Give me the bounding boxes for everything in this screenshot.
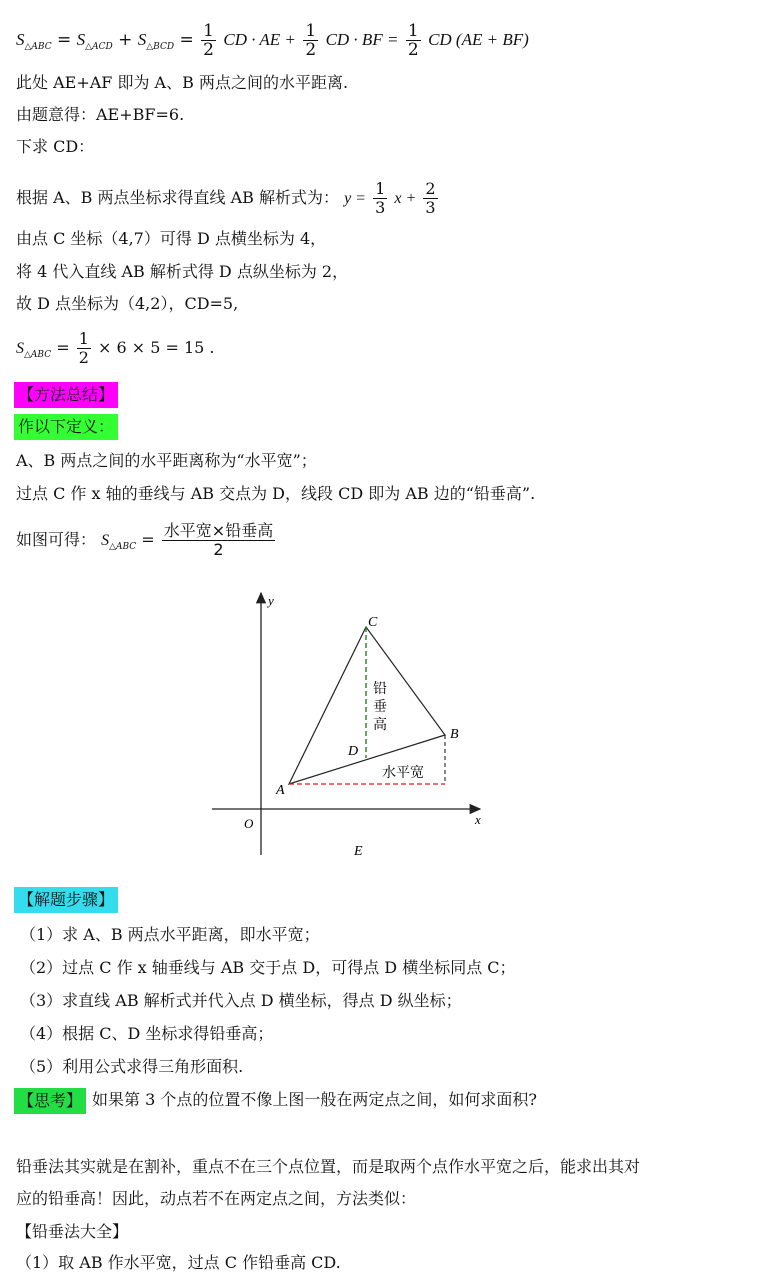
- formula-sub-acd: △ACD: [85, 42, 113, 52]
- fraction-half-1: $\frac{1}{2}$: [203, 21, 214, 60]
- formula-sub-abc: △ABC: [24, 42, 52, 52]
- label-e: E: [354, 844, 363, 859]
- label-x: x: [475, 812, 481, 827]
- steps-tag: 【解题步骤】: [14, 887, 118, 913]
- vertical-height-char-3: 高: [373, 717, 387, 733]
- formula-s3: S: [137, 30, 147, 49]
- area-s: S: [16, 340, 24, 357]
- definition-formula: [16, 522, 277, 559]
- formula-s: S: [16, 30, 25, 49]
- definition-formula-sub: △ABC: [109, 542, 137, 552]
- think-question: 如果第 3 个点的位置不像上图一般在两定点之间，如何求面积?: [92, 1090, 537, 1109]
- definition-formula-eq: =: [141, 530, 155, 549]
- label-c: C: [368, 615, 378, 630]
- formula-plus: +: [118, 30, 133, 50]
- formula-cd-ae: CD · AE +: [223, 30, 296, 49]
- vertical-height-char-1: 铅: [373, 681, 387, 697]
- text-line-1: 此处 AE+AF 即为 A、B 两点之间的水平距离.: [16, 73, 349, 92]
- formula-cd-bf: CD · BF =: [325, 30, 399, 49]
- definition-tag: 作以下定义：: [14, 414, 118, 440]
- fraction-half-2: $\frac{1}{2}$: [305, 21, 317, 60]
- area-formula: [16, 330, 215, 367]
- formula-sub-bcd: △BCD: [146, 42, 175, 52]
- step-4: （4）根据 C、D 坐标求得铅垂高；: [20, 1024, 274, 1043]
- area-fraction: $\frac{1}{2}$: [78, 329, 89, 367]
- label-d: D: [348, 744, 359, 759]
- fraction-two-thirds: $\frac{2}{3}$: [425, 179, 436, 217]
- text-line-4: [16, 180, 440, 217]
- area-sub: △ABC: [24, 350, 52, 360]
- fraction-one-third: $\frac{1}{3}$: [375, 179, 386, 217]
- step-2: （2）过点 C 作 x 轴垂线与 AB 交于点 D，可得点 D 横坐标同点 C；: [20, 958, 516, 977]
- definition-formula-s: S: [101, 532, 110, 549]
- paragraph-line-4: （1）取 AB 作水平宽，过点 C 作铅垂高 CD.: [16, 1253, 341, 1272]
- definition-line-1: A、B 两点之间的水平距离称为“水平宽”；: [16, 451, 317, 470]
- label-y: y: [268, 593, 274, 608]
- area-eq: =: [56, 338, 70, 357]
- line-equation-y: y =: [344, 190, 366, 207]
- fraction-half-3: $\frac{1}{2}$: [407, 21, 419, 60]
- definition-formula-prefix: 如图可得：: [16, 530, 97, 549]
- step-3: （3）求直线 AB 解析式并代入点 D 横坐标，得点 D 纵坐标；: [20, 991, 462, 1010]
- formula-eq2: =: [179, 30, 194, 50]
- think-tag: 【思考】: [14, 1088, 86, 1114]
- area-rest: × 6 × 5 = 15 .: [97, 338, 215, 357]
- formula-s2: S: [76, 30, 86, 49]
- text-line-2: 由题意得：AE+BF=6.: [16, 105, 185, 124]
- definition-fraction: $\frac{\text{水平宽×铅垂高}}{2}$: [163, 521, 274, 559]
- text-line-7: 故 D 点坐标为（4,2），CD=5,: [16, 294, 239, 313]
- formula-cd-sum: CD (AE + BF): [428, 30, 529, 49]
- text-line-3: 下求 CD：: [16, 137, 95, 156]
- label-origin: O: [244, 816, 254, 831]
- method-summary-tag: 【方法总结】: [14, 382, 118, 408]
- step-1: （1）求 A、B 两点水平距离，即水平宽；: [20, 925, 320, 944]
- formula-top: [16, 22, 529, 59]
- definition-line-2: 过点 C 作 x 轴的垂线与 AB 交点为 D，线段 CD 即为 AB 边的“铅垂高”.: [16, 484, 536, 503]
- label-a: A: [276, 783, 285, 798]
- vertical-height-char-2: 垂: [373, 699, 387, 715]
- step-5: （5）利用公式求得三角形面积.: [20, 1057, 244, 1076]
- line-equation-prefix: 根据 A、B 两点坐标求得直线 AB 解析式为：: [16, 188, 339, 207]
- label-b: B: [450, 727, 459, 742]
- triangle-diagram: [200, 585, 500, 865]
- text-line-5: 由点 C 坐标（4,7）可得 D 点横坐标为 4，: [16, 229, 327, 248]
- text-line-6: 将 4 代入直线 AB 解析式得 D 点纵坐标为 2，: [16, 262, 349, 281]
- triangle-abc: [289, 627, 445, 784]
- formula-eq1: =: [57, 30, 72, 50]
- paragraph-line-2: 应的铅垂高！因此，动点若不在两定点之间，方法类似：: [16, 1189, 417, 1208]
- paragraph-line-3: 【铅垂法大全】: [16, 1222, 129, 1241]
- paragraph-line-1: 铅垂法其实就是在割补，重点不在三个点位置，而是取两个点作水平宽之后，能求出其对: [16, 1157, 641, 1176]
- line-equation-x: x +: [394, 190, 417, 207]
- horizontal-width-label: 水平宽: [382, 765, 424, 781]
